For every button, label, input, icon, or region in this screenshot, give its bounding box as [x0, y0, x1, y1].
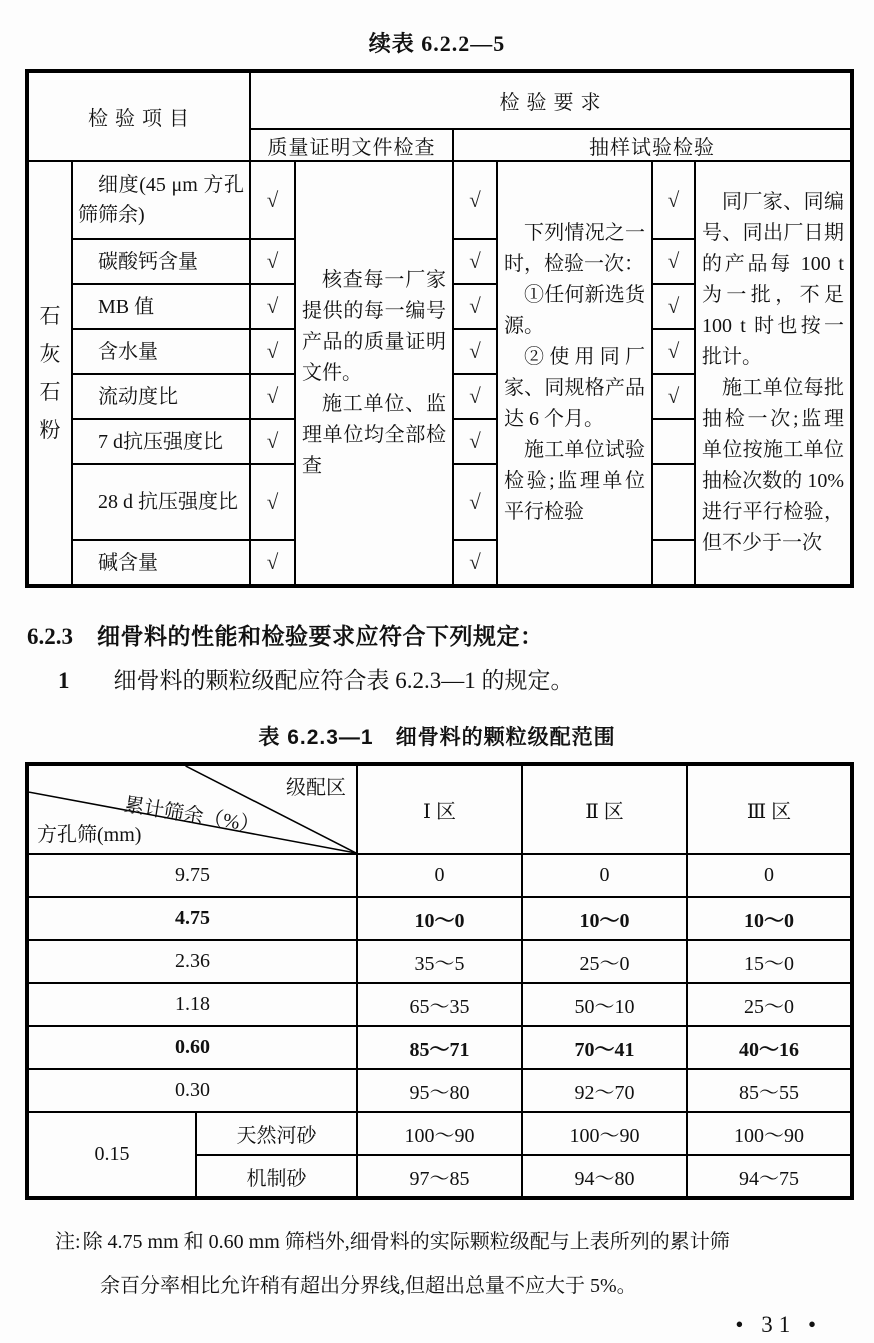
doc-check-mark: √ — [250, 374, 295, 419]
header-quality-document-check: 质量证明文件检查 — [250, 129, 453, 161]
item-7d-strength-ratio: 7 d抗压强度比 — [72, 419, 250, 464]
sample-check1-mark: √ — [453, 464, 497, 540]
item-alkali-content: 碱含量 — [72, 540, 250, 586]
zone1-value: 35～5 — [357, 940, 522, 983]
zone2-header: Ⅱ 区 — [522, 764, 687, 854]
doc-check-mark: √ — [250, 419, 295, 464]
sample-condition-text-cell — [497, 161, 652, 586]
sample-check2-mark: √ — [652, 161, 695, 239]
sieve-size: 2.36 — [27, 940, 357, 983]
diagonal-header-cell — [27, 764, 357, 854]
doc-text-p1: 核查每一厂家提供的每一编号产品的质量证明文件。 — [302, 268, 446, 384]
diag-label-gradation-zone: 级配区 — [286, 777, 346, 799]
sample-text1-p2: ①任何新选货源。 — [504, 284, 645, 337]
zone3-value: 15～0 — [687, 940, 852, 983]
sieve-size: 0.60 — [27, 1026, 357, 1069]
item-28d-strength-ratio: 28 d 抗压强度比 — [72, 464, 250, 540]
zone1-value: 97～85 — [357, 1155, 522, 1198]
zone2-value: 50～10 — [522, 983, 687, 1026]
zone3-value: 85～55 — [687, 1069, 852, 1112]
zone3-value: 100～90 — [687, 1112, 852, 1155]
sample-check2-mark: √ — [652, 284, 695, 329]
table1-caption: 续表 6.2.2—5 — [368, 31, 506, 56]
table2-caption: 表 6.2.3—1 细骨料的颗粒级配范围 — [258, 726, 616, 749]
page-number: • 31 • — [735, 1312, 822, 1337]
item-text: 细骨料的颗粒级配应符合表 6.2.3—1 的规定。 — [113, 668, 574, 693]
doc-check-mark: √ — [250, 540, 295, 586]
zone2-value: 94～80 — [522, 1155, 687, 1198]
sample-check1-mark: √ — [453, 161, 497, 239]
zone1-value: 100～90 — [357, 1112, 522, 1155]
sample-check2-mark — [652, 540, 695, 586]
item-water-content: 含水量 — [72, 329, 250, 374]
sample-text1-p1: 下列情况之一时，检验一次： — [504, 222, 645, 275]
sample-check1-mark: √ — [453, 284, 497, 329]
zone1-value: 95～80 — [357, 1069, 522, 1112]
note-label: 注: — [55, 1231, 81, 1253]
zone3-value: 94～75 — [687, 1155, 852, 1198]
sample-text2-p1: 同厂家、同编号、同出厂日期的产品每 100 t 为一批，不足 100 t 时也按一批计。 — [702, 191, 844, 368]
zone2-value: 0 — [522, 854, 687, 897]
zone3-value: 40～16 — [687, 1026, 852, 1069]
sand-type-manufactured: 机制砂 — [196, 1155, 357, 1198]
zone1-value: 65～35 — [357, 983, 522, 1026]
doc-text-p2: 施工单位、监理单位均全部检查 — [302, 392, 446, 477]
item-calcium-carbonate: 碳酸钙含量 — [72, 239, 250, 284]
clause-number: 6.2.3 — [27, 624, 73, 649]
gradation-note — [55, 1220, 824, 1308]
item-fluidity-ratio: 流动度比 — [72, 374, 250, 419]
sieve-size: 4.75 — [27, 897, 357, 940]
zone2-value: 25～0 — [522, 940, 687, 983]
sieve-size: 9.75 — [27, 854, 357, 897]
doc-check-text-cell — [295, 161, 453, 586]
zone1-header: Ⅰ 区 — [357, 764, 522, 854]
sample-check1-mark: √ — [453, 329, 497, 374]
note-line1 — [55, 1220, 824, 1264]
sample-check1-mark: √ — [453, 374, 497, 419]
doc-check-mark: √ — [250, 464, 295, 540]
sieve-size: 1.18 — [27, 983, 357, 1026]
doc-check-mark: √ — [250, 284, 295, 329]
sample-batch-text-cell — [695, 161, 852, 586]
zone2-value: 92～70 — [522, 1069, 687, 1112]
sample-check2-mark — [652, 419, 695, 464]
note-text-1: 除 4.75 mm 和 0.60 mm 筛档外,细骨料的实际颗粒级配与上表所列的累计筛 — [82, 1231, 730, 1253]
header-sampling-test: 抽样试验检验 — [453, 129, 852, 161]
sample-check2-mark: √ — [652, 239, 695, 284]
header-inspection-requirement: 检 验 要 求 — [250, 71, 852, 129]
sample-check2-mark: √ — [652, 329, 695, 374]
inspection-requirements-table — [25, 69, 854, 588]
doc-check-mark: √ — [250, 329, 295, 374]
group-label-cell — [27, 161, 72, 586]
clause-item-1 — [58, 667, 874, 695]
sample-check1-mark: √ — [453, 239, 497, 284]
clause-6-2-3 — [27, 622, 874, 651]
group-label-limestone-powder: 石灰石粉 — [39, 304, 61, 442]
zone2-value: 70～41 — [522, 1026, 687, 1069]
zone3-value: 10～0 — [687, 897, 852, 940]
note-line2: 余百分率相比允许稍有超出分界线,但超出总量不应大于 5%。 — [100, 1275, 637, 1297]
zone3-value: 25～0 — [687, 983, 852, 1026]
zone1-value: 10～0 — [357, 897, 522, 940]
zone1-value: 0 — [357, 854, 522, 897]
zone2-value: 100～90 — [522, 1112, 687, 1155]
sample-text2-p2: 施工单位每批抽检一次;监理单位按施工单位抽检次数的 10%进行平行检验，但不少于一次 — [702, 377, 844, 554]
sample-check1-mark: √ — [453, 540, 497, 586]
zone3-header: Ⅲ 区 — [687, 764, 852, 854]
gradation-table — [25, 762, 854, 1200]
sample-check2-mark: √ — [652, 374, 695, 419]
header-inspection-item: 检 验 项 目 — [27, 71, 250, 161]
zone1-value: 85～71 — [357, 1026, 522, 1069]
sample-text1-p4: 施工单位试验检验;监理单位平行检验 — [504, 439, 645, 523]
doc-check-mark: √ — [250, 161, 295, 239]
sample-check1-mark: √ — [453, 419, 497, 464]
diag-label-square-sieve: 方孔筛(mm) — [37, 824, 142, 846]
sample-text1-p3: ②使用同厂家、同规格产品达 6 个月。 — [504, 346, 645, 430]
sand-type-natural-river: 天然河砂 — [196, 1112, 357, 1155]
item-number: 1 — [58, 668, 70, 693]
item-mb-value: MB 值 — [72, 284, 250, 329]
zone2-value: 10～0 — [522, 897, 687, 940]
diag-label-cumulative-residue: 累计筛余（%） — [122, 793, 262, 838]
sieve-size: 0.30 — [27, 1069, 357, 1112]
zone3-value: 0 — [687, 854, 852, 897]
clause-text: 细骨料的性能和检验要求应符合下列规定： — [97, 623, 544, 649]
sample-check2-mark — [652, 464, 695, 540]
doc-check-mark: √ — [250, 239, 295, 284]
sieve-size-015: 0.15 — [27, 1112, 196, 1198]
item-fineness: 细度(45 μm 方孔筛筛余) — [72, 161, 250, 239]
